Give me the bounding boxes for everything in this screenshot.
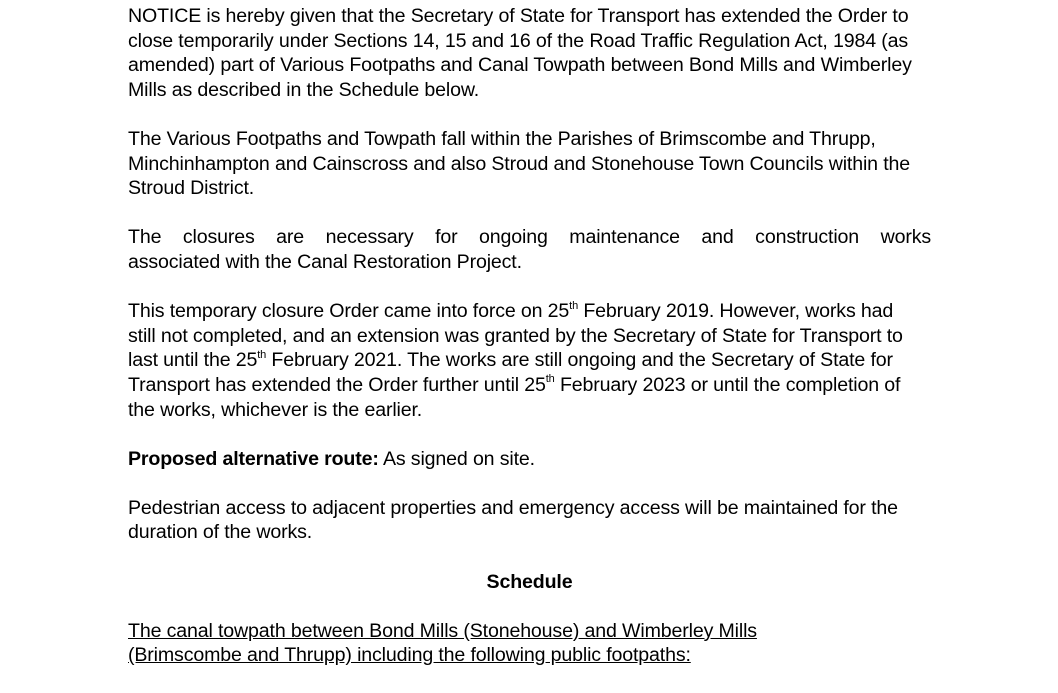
schedule-description: The canal towpath between Bond Mills (Stonehouse) and Wimberley Mills (Brimscombe and Thrupp) including the following public footpaths: — [128, 619, 757, 667]
parishes-paragraph — [128, 127, 918, 201]
ordinal-suffix: th — [545, 373, 555, 386]
document-page — [128, 4, 931, 693]
order-paragraph — [128, 299, 908, 422]
order-text-3: February 2021. The works are still ongoing and the Secretary of State for Transport has extended the Order further until 25 — [128, 349, 893, 396]
access-paragraph — [128, 496, 923, 545]
closures-line-2: associated with the Canal Restoration Project. — [128, 250, 522, 273]
order-text-4: February 2023 or until the completion of the works, whichever is the earlier. — [128, 373, 901, 421]
access-text: Pedestrian access to adjacent properties and emergency access will be maintained for the duration of the works. — [128, 496, 898, 544]
notice-text: NOTICE is hereby given that the Secretary of State for Transport has extended the Order to close temporarily under Sections 14, 15 and 16 of the Road Traffic Regulation Act, 1984 (as amended) part of Various Footpaths and Canal Towpath between Bond Mills and Wimberley Mills as described in the Schedule below. — [128, 5, 912, 101]
ordinal-suffix: th — [569, 299, 579, 312]
parishes-text: The Various Footpaths and Towpath fall within the Parishes of Brimscombe and Thrupp, Minchinhampton and Cainscross and also Stroud and Stonehouse Town Councils within the Stroud District. — [128, 127, 911, 200]
closures-line-1: The closures are necessary for ongoing maintenance and construction works — [128, 226, 931, 249]
order-text-2: February 2019. However, works had still not completed, and an extension was granted by the Secretary of State for Transport to last until the 25 — [128, 300, 903, 372]
order-text-1: This temporary closure Order came into force on 25 — [128, 300, 570, 323]
alt-route-value: As signed on site. — [378, 447, 535, 470]
schedule-heading: Schedule — [486, 570, 573, 593]
closures-paragraph — [128, 225, 931, 274]
ordinal-suffix: th — [257, 348, 267, 361]
schedule-description-paragraph — [128, 619, 848, 668]
alt-route-label: Proposed alternative route: — [128, 447, 379, 470]
notice-paragraph — [128, 4, 918, 102]
alt-route-paragraph — [128, 447, 931, 472]
